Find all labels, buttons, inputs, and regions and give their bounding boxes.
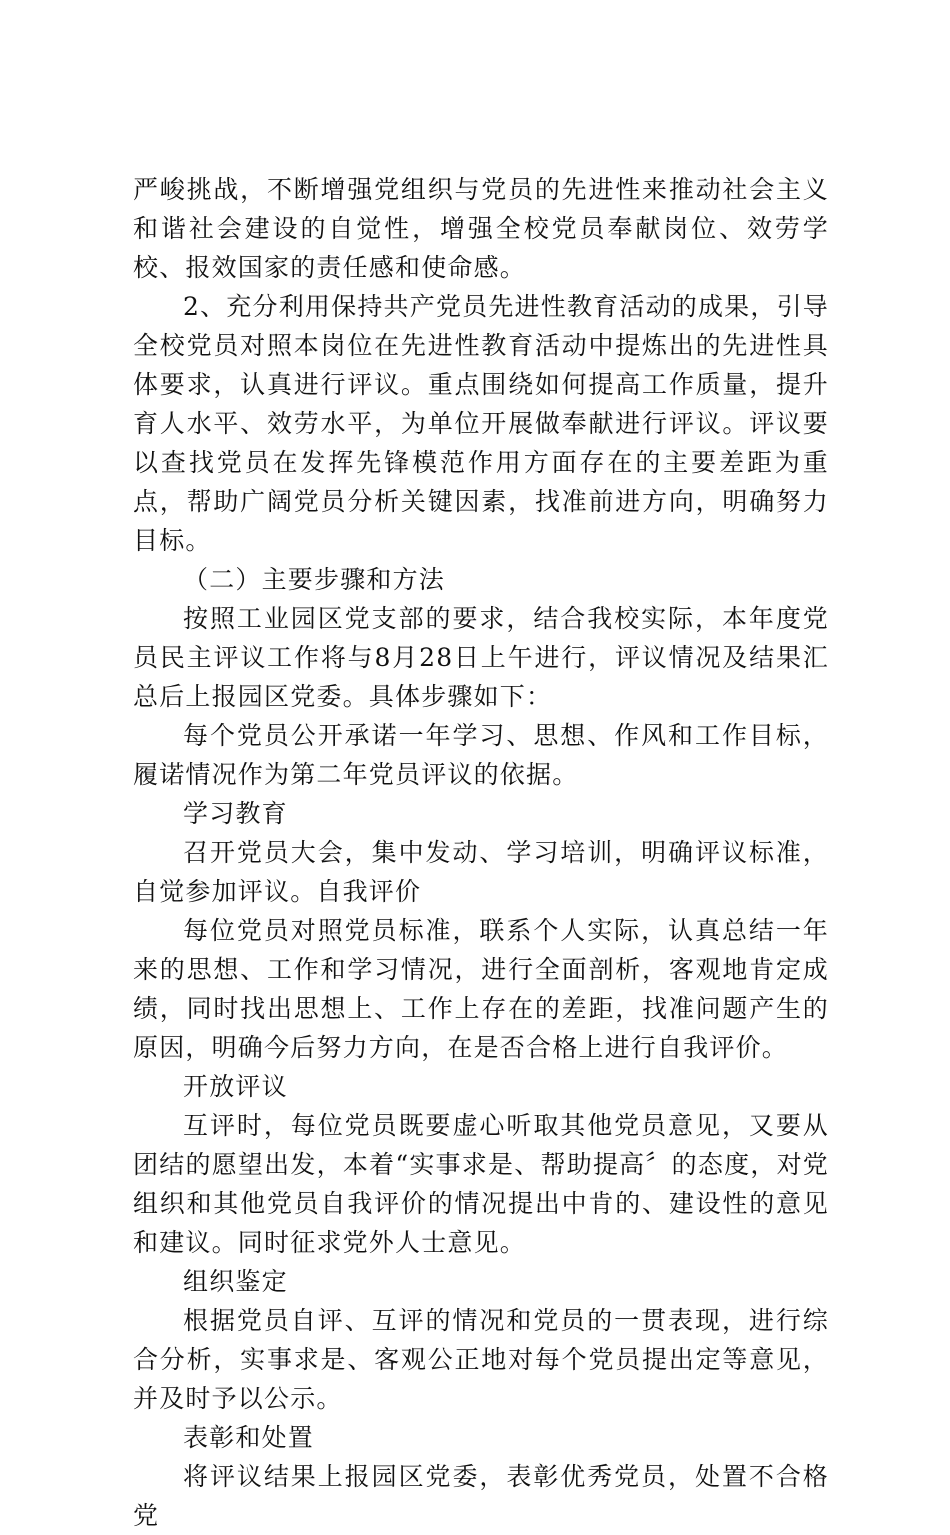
paragraph-2: 2、充分利用保持共产党员先进性教育活动的成果，引导全校党员对照本岗位在先进性教育活动中提炼出的先进性具体要求，认真进行评议。重点围绕如何提高工作质量，提升育人水平、效劳水平，为单位开展做奉献进行评议。评议要以查找党员在发挥先锋模范作用方面存在的主要差距为重点，帮助广阔党员分析关键因素，找准前进方向，明确努力目标。 [133,292,829,555]
paragraph-9: 将评议结果上报园区党委，表彰优秀党员，处置不合格党 [133,1462,829,1530]
document-body [133,170,829,1535]
paragraph-1: 严峻挑战，不断增强党组织与党员的先进性来推动社会主义和谐社会建设的自觉性，增强全校党员奉献岗位、效劳学校、报效国家的责任感和使命感。 [133,175,829,282]
paragraph-5: 召开党员大会，集中发动、学习培训，明确评议标准，自觉参加评议。自我评价 [133,838,829,906]
step-heading-appraisal: 组织鉴定 [183,1267,288,1296]
step-heading-study: 学习教育 [183,799,288,828]
paragraph-8: 根据党员自评、互评的情况和党员的一贯表现，进行综合分析，实事求是、客观公正地对每个党员提出定等意见，并及时予以公示。 [133,1306,829,1413]
paragraph-7: 互评时，每位党员既要虚心听取其他党员意见，又要从团结的愿望出发，本着“实事求是、帮助提高〞的态度，对党组织和其他党员自我评价的情况提出中肯的、建设性的意见和建议。同时征求党外人士意见。 [133,1111,829,1257]
step-heading-open-review: 开放评议 [183,1072,288,1101]
paragraph-3: 按照工业园区党支部的要求，结合我校实际，本年度党员民主评议工作将与8月28日上午进行，评议情况及结果汇总后上报园区党委。具体步骤如下： [133,604,829,711]
paragraph-4: 每个党员公开承诺一年学习、思想、作风和工作目标，履诺情况作为第二年党员评议的依据。 [133,721,829,789]
step-heading-commendation: 表彰和处置 [183,1423,315,1452]
paragraph-6: 每位党员对照党员标准，联系个人实际，认真总结一年来的思想、工作和学习情况，进行全面剖析，客观地肯定成绩，同时找出思想上、工作上存在的差距，找准问题产生的原因，明确今后努力方向，在是否合格上进行自我评价。 [133,916,829,1062]
section-heading-steps: （二）主要步骤和方法 [183,565,446,594]
